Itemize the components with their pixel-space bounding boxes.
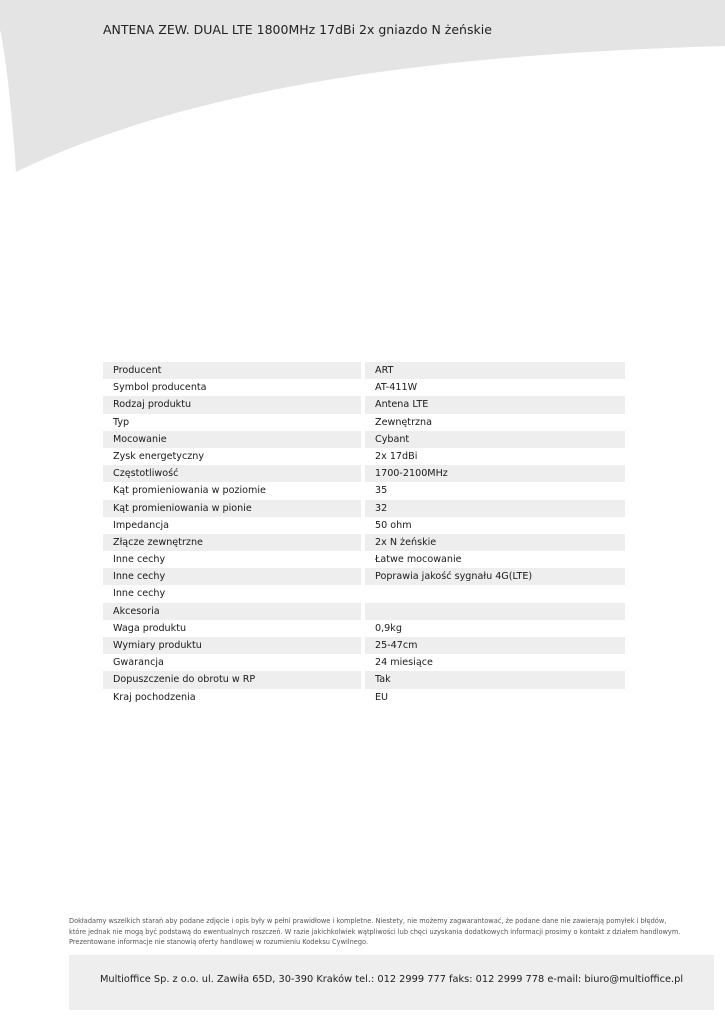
spec-label: Akcesoria [103, 603, 361, 620]
spec-row [103, 568, 625, 585]
spec-value: 50 ohm [375, 519, 412, 531]
spec-row [103, 482, 625, 499]
spec-value: 0,9kg [375, 622, 402, 634]
spec-value: Zewnętrzna [375, 416, 433, 428]
spec-label: Impedancja [113, 519, 170, 531]
spec-label: Częstotliwość [103, 465, 361, 482]
spec-label: Kraj pochodzenia [113, 691, 196, 703]
footer [69, 955, 714, 1010]
spec-row [103, 500, 625, 517]
spec-value: 24 miesiące [375, 657, 433, 669]
spec-row [103, 585, 625, 602]
disclaimer [69, 916, 689, 948]
page-title: ANTENA ZEW. DUAL LTE 1800MHz 17dBi 2x gniazdo N żeńskie [103, 22, 492, 37]
spec-row [103, 465, 625, 482]
spec-label: Zysk energetyczny [113, 450, 205, 462]
spec-label: Producent [103, 362, 361, 379]
spec-value: 2x 17dBi [375, 450, 418, 462]
spec-value: Cybant [365, 431, 625, 448]
disclaimer-line: Dokładamy wszelkich starań aby podane zdjęcie i opis były w pełni prawidłowe i kompletne. Niestety, nie możemy zagwarantować, że podane dane nie zawierają pomyłek i błędów, [69, 917, 667, 925]
spec-value: EU [375, 691, 389, 703]
spec-row [103, 396, 625, 413]
spec-label: Mocowanie [103, 431, 361, 448]
spec-label: Złącze zewnętrzne [103, 534, 361, 551]
spec-row [103, 603, 625, 620]
spec-label: Waga produktu [113, 622, 187, 634]
spec-label: Typ [113, 416, 130, 428]
spec-value: Poprawia jakość sygnału 4G(LTE) [365, 568, 625, 585]
spec-value: Łatwe mocowanie [375, 554, 462, 566]
spec-row [103, 362, 625, 379]
spec-label: Inne cechy [113, 554, 166, 566]
spec-row [103, 431, 625, 448]
spec-label: Inne cechy [103, 568, 361, 585]
spec-value: 32 [365, 500, 625, 517]
spec-value: 1700-2100MHz [365, 465, 625, 482]
spec-label: Wymiary produktu [103, 637, 361, 654]
spec-label: Kąt promieniowania w poziomie [113, 485, 266, 497]
spec-value: Antena LTE [365, 396, 625, 413]
spec-value: 2x N żeńskie [365, 534, 625, 551]
spec-row [103, 551, 625, 568]
spec-row [103, 448, 625, 465]
spec-row [103, 414, 625, 431]
spec-row [103, 517, 625, 534]
spec-label: Symbol producenta [113, 382, 207, 394]
disclaimer-line: które jednak nie mogą być podstawą do ewentualnych roszczeń. W razie jakichkolwiek wątpliwości lub chęci uzyskania dodatkowych informacji prosimy o kontakt z działem handlowym. [69, 927, 681, 936]
spec-value [365, 603, 625, 620]
spec-value: ART [365, 362, 625, 379]
spec-label: Dopuszczenie do obrotu w RP [103, 671, 361, 688]
spec-row [103, 689, 625, 706]
spec-label: Kąt promieniowania w pionie [103, 500, 361, 517]
spec-row [103, 620, 625, 637]
footer-contact: Multioffice Sp. z o.o. ul. Zawiła 65D, 30-390 Kraków tel.: 012 2999 777 faks: 012 2999 778 e-mail: biuro@multioffice.pl [99, 974, 684, 985]
spec-value: 25-47cm [365, 637, 625, 654]
spec-label: Inne cechy [113, 588, 166, 600]
spec-table [103, 362, 625, 706]
disclaimer-line: Prezentowane informacje nie stanowią oferty handlowej w rozumieniu Kodeksu Cywilnego. [69, 938, 369, 947]
spec-row [103, 379, 625, 396]
spec-value [365, 585, 625, 602]
spec-row [103, 534, 625, 551]
spec-label: Gwarancja [113, 657, 164, 669]
spec-row [103, 654, 625, 671]
spec-value: 35 [375, 485, 388, 497]
spec-row [103, 671, 625, 688]
spec-value: Tak [365, 671, 625, 688]
spec-row [103, 637, 625, 654]
spec-value: AT-411W [375, 382, 418, 394]
spec-label: Rodzaj produktu [103, 396, 361, 413]
